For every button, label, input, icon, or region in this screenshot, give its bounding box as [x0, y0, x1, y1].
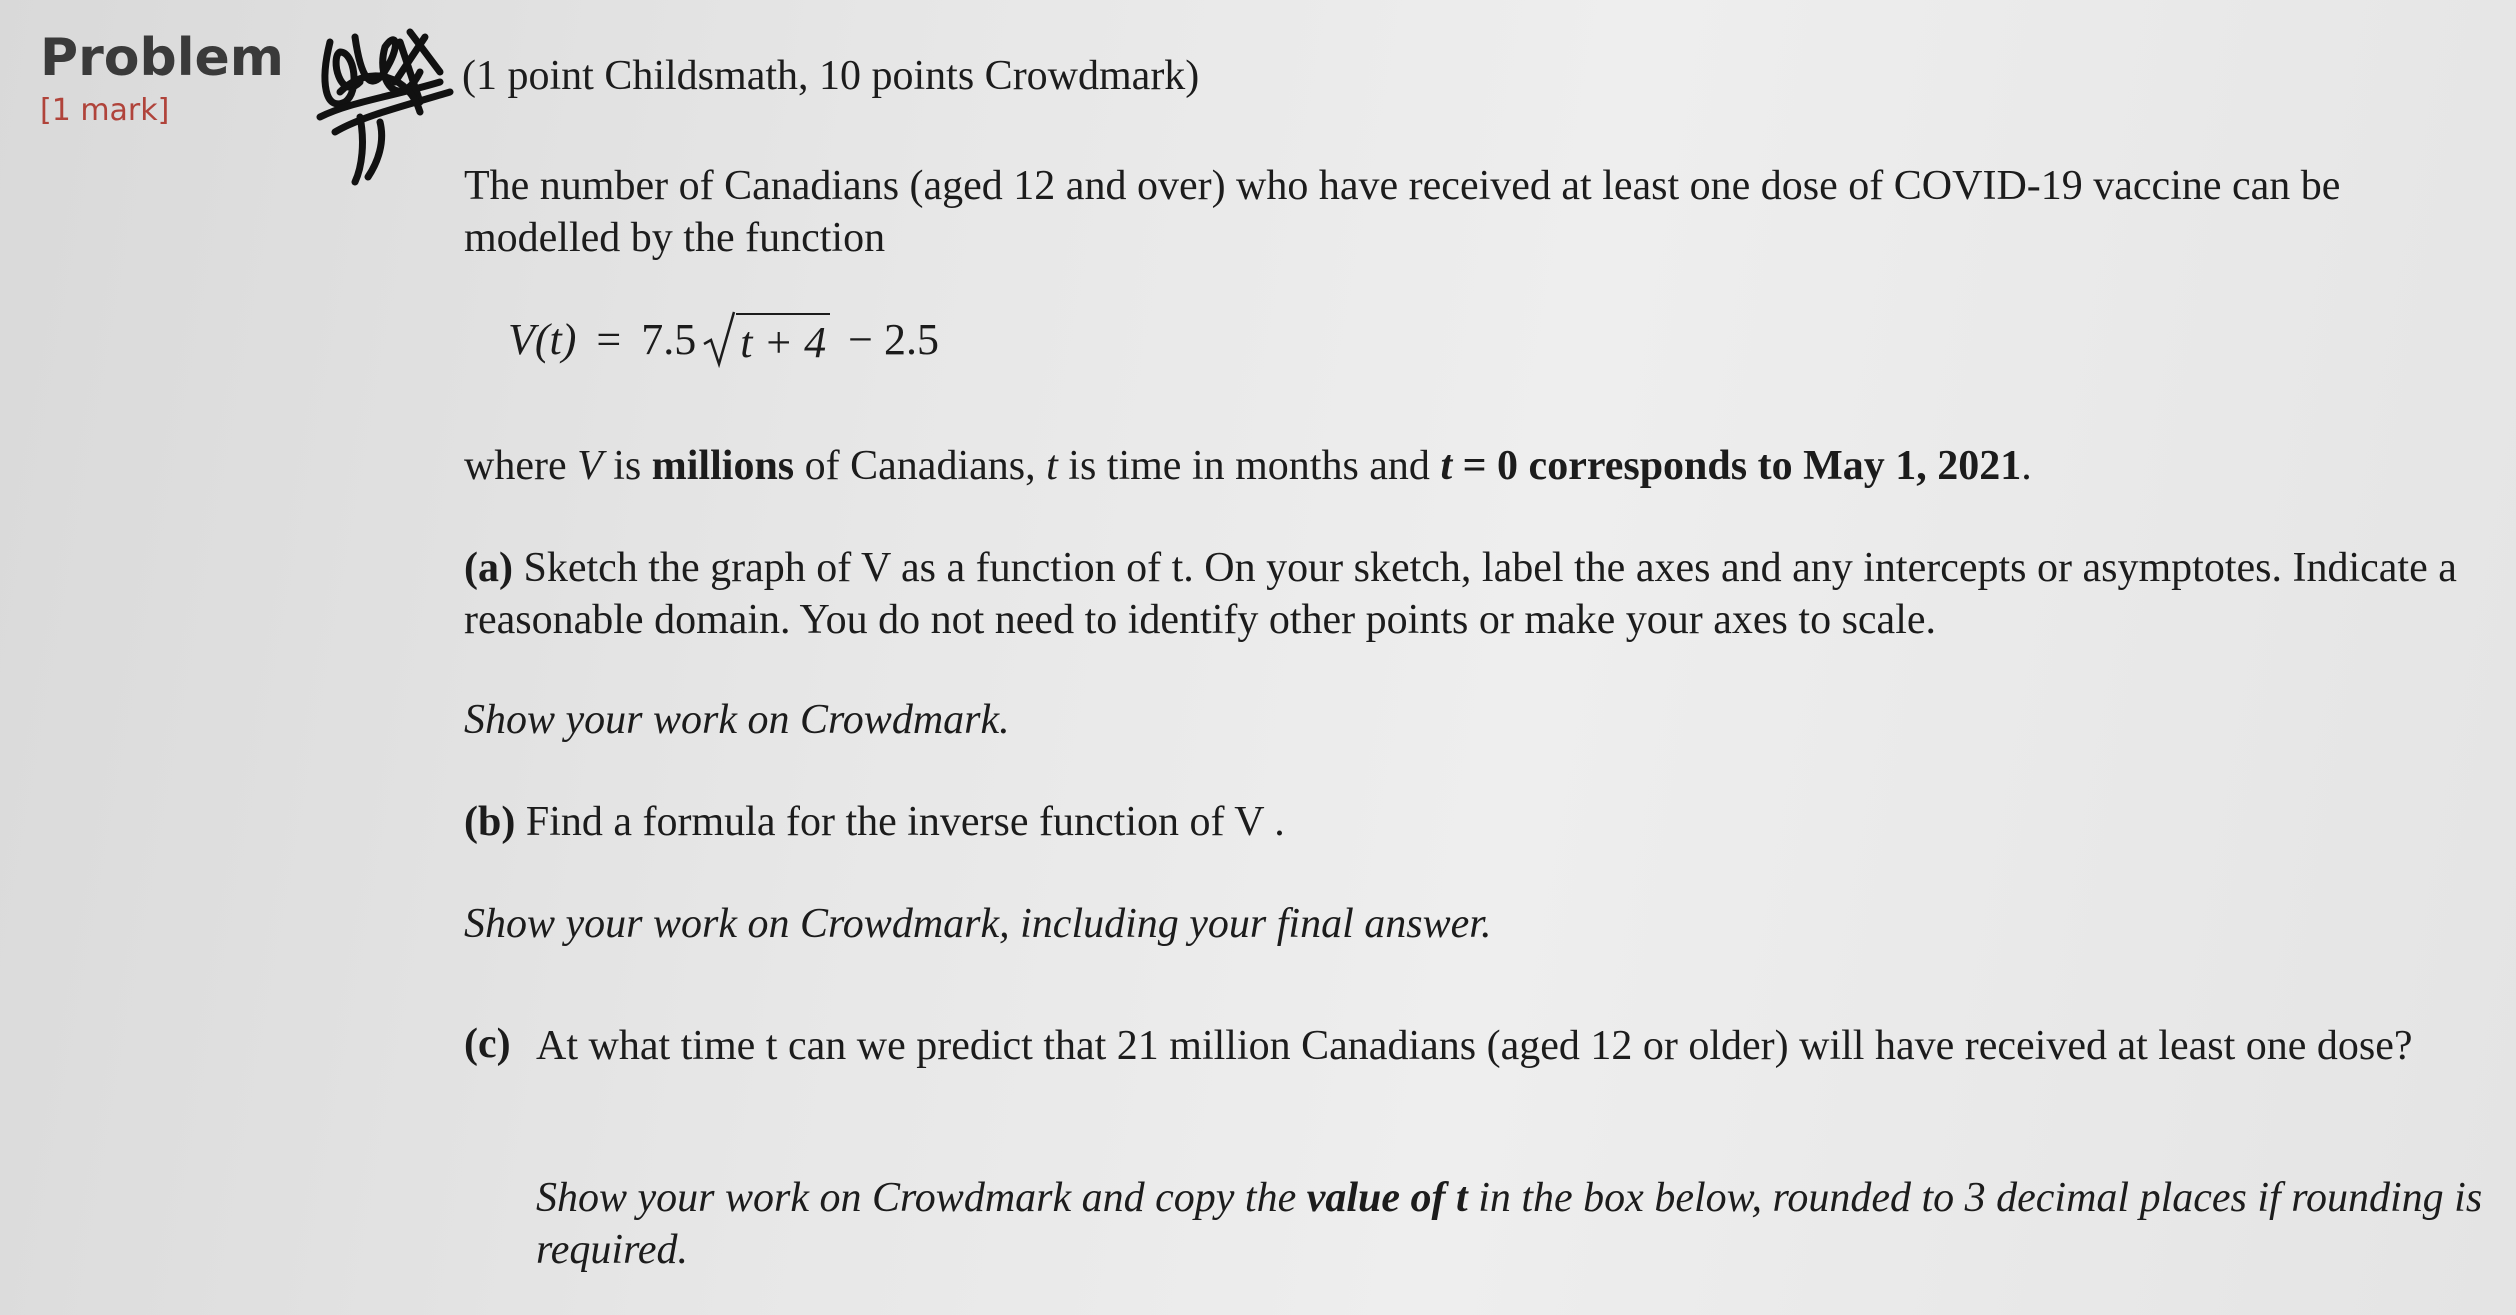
- part-c-instruction-post: in the box below, rounded to 3 decimal places if rounding is required.: [536, 1175, 2483, 1273]
- formula-lhs: V(t): [508, 314, 577, 364]
- part-a-instruction: Show your work on Crowdmark.: [464, 697, 1010, 743]
- part-b-label: (b): [464, 799, 516, 845]
- part-c-instruction: [536, 1172, 2496, 1276]
- part-a: [464, 542, 2504, 646]
- points-info: (1 point Childsmath, 10 points Crowdmark): [462, 53, 1200, 99]
- part-c-label: (c): [464, 1021, 511, 1067]
- part-c-instruction-bold: value of t: [1306, 1175, 1468, 1221]
- formula-coefficient: 7.5: [641, 314, 697, 364]
- formula-tail: − 2.5: [848, 314, 939, 364]
- problem-label: Problem: [40, 28, 284, 88]
- intro-text: The number of Canadians (aged 12 and over) who have received at least one dose of COVID-19 vaccine can be modelled by the function: [464, 163, 2341, 261]
- millions-word: millions: [651, 443, 795, 489]
- part-a-text: Sketch the graph of V as a function of t. On your sketch, label the axes and any intercepts or asymptotes. Indicate a reasonable domain. You do not need to identify other points or make your axes to scale.: [464, 545, 2457, 643]
- part-b: [464, 796, 2504, 848]
- t-symbol: t: [1046, 443, 1058, 489]
- v-symbol: V: [577, 443, 603, 489]
- part-a-label: (a): [464, 545, 513, 591]
- problem-header: [40, 30, 284, 128]
- t-equals-symbol: t: [1440, 443, 1453, 489]
- part-c-text: At what time t can we predict that 21 million Canadians (aged 12 or older) will have received at least one dose?: [536, 1023, 2413, 1069]
- where-label: where: [464, 443, 578, 489]
- part-c-instruction-pre: Show your work on Crowdmark and copy the: [536, 1175, 1307, 1221]
- part-b-instruction: Show your work on Crowdmark, including your final answer.: [464, 901, 1492, 947]
- sqrt-sign-icon: [702, 310, 736, 368]
- is-word: is: [613, 443, 642, 489]
- definitions-line: [464, 440, 2504, 492]
- formula: [508, 310, 939, 368]
- part-b-text: Find a formula for the inverse function of V .: [525, 799, 1285, 845]
- of-canadians: of Canadians,: [804, 443, 1036, 489]
- scribble-mark: [300, 22, 460, 192]
- formula-radicand: t + 4: [736, 313, 830, 368]
- period: .: [2021, 443, 2032, 489]
- date-emphasis: 0 corresponds to May 1, 2021: [1497, 443, 2022, 489]
- problem-mark: [1 mark]: [40, 93, 170, 129]
- formula-equals: =: [596, 314, 622, 364]
- time-text: is time in months and: [1068, 443, 1430, 489]
- formula-radical: [702, 310, 830, 368]
- eq-sign: =: [1462, 443, 1487, 489]
